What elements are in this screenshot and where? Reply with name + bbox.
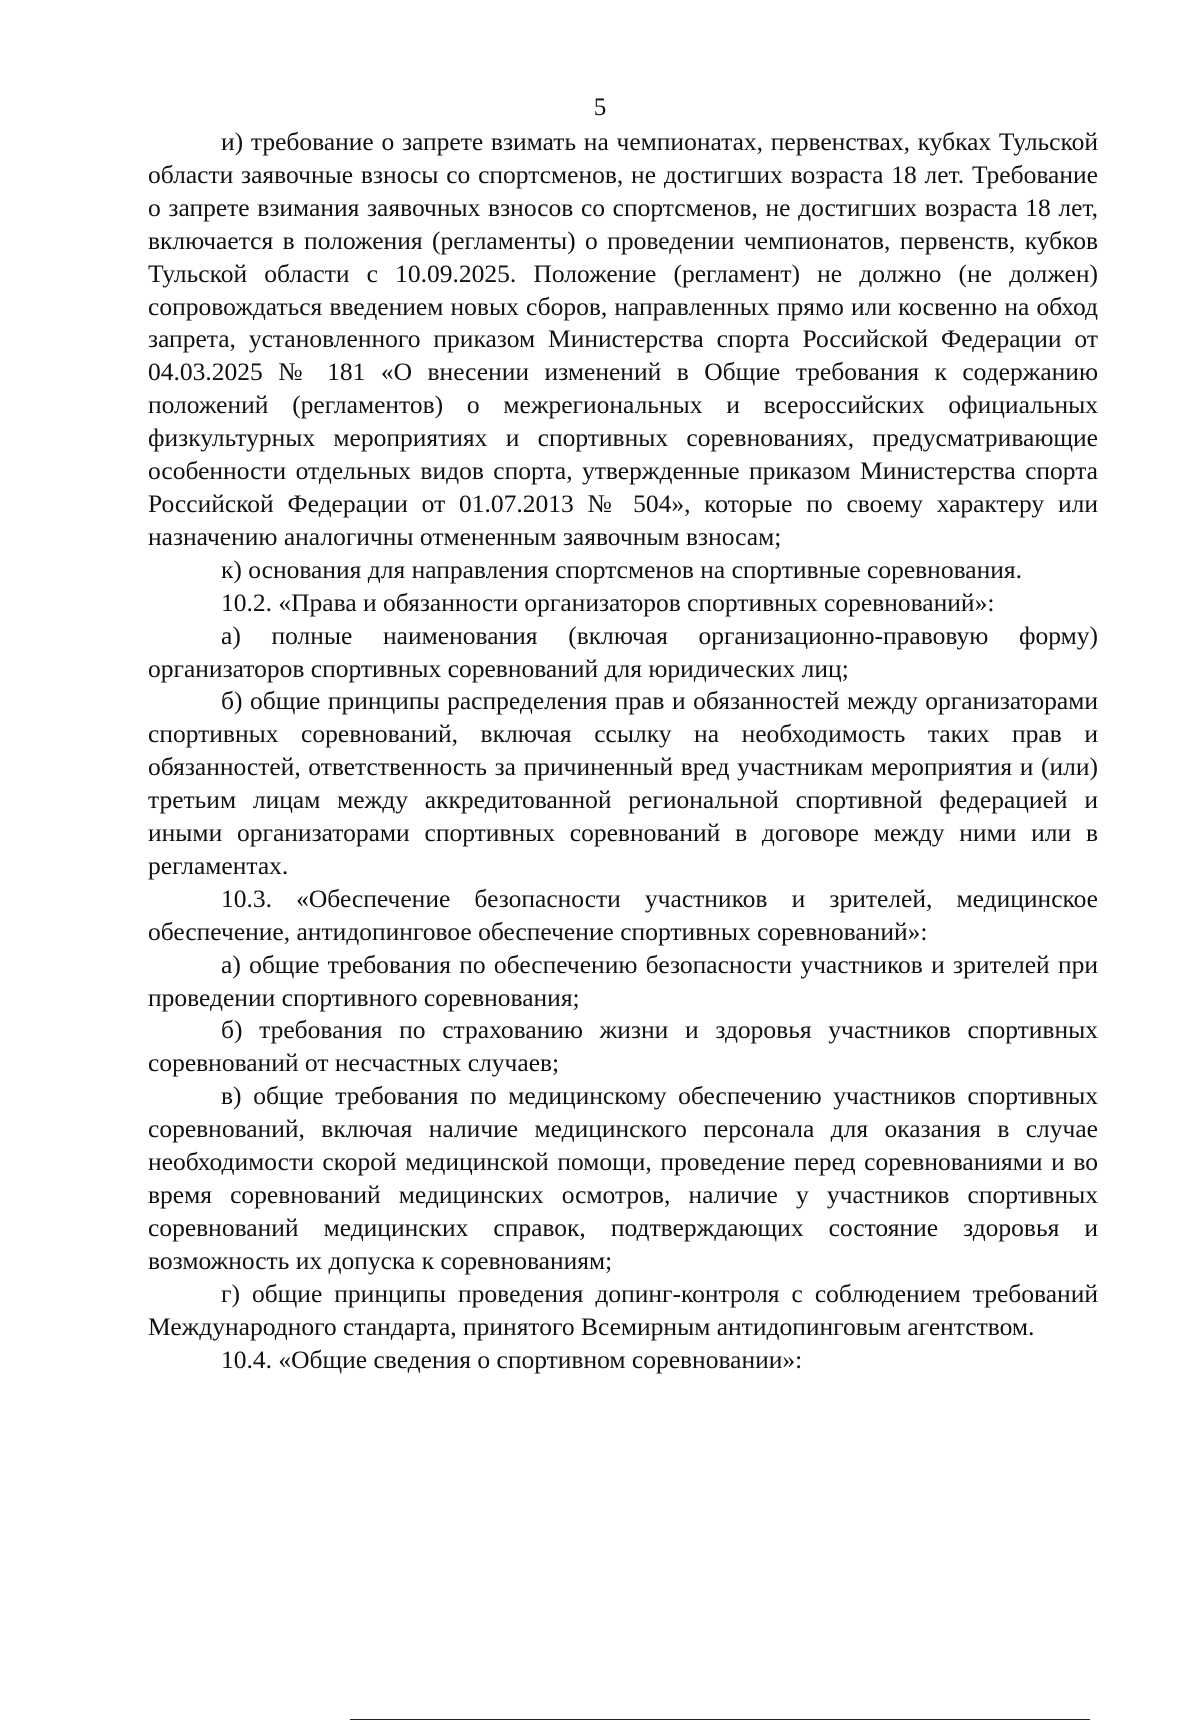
section-heading-10-4: 10.4. «Общие сведения о спортивном соревновании»: — [221, 1344, 803, 1374]
paragraph-10-2-a: а) полные наименования (включая организационно-правовую форму) организаторов спортивных соревнований для юридических лиц; — [148, 620, 1098, 683]
paragraph-10-3-a: а) общие требования по обеспечению безопасности участников и зрителей при проведении спортивного соревнования; — [148, 949, 1098, 1012]
paragraph-item-k: к) основания для направления спортсменов на спортивные соревнования. — [221, 554, 1022, 584]
document-body — [148, 126, 1098, 1376]
paragraph-10-2-b: б) общие принципы распределения прав и обязанностей между организаторами спортивных соревнований, включая ссылку на необходимость таких прав и обязанностей, ответственность за причиненный вред участникам мероприятия и (или) третьим лицам между аккредитованной региональной спортивной федерацией и иными организаторами спортивных соревнований в договоре между ними или в регламентах. — [148, 686, 1098, 880]
section-heading-10-3: 10.3. «Обеспечение безопасности участников и зрителей, медицинское обеспечение, антидопинговое обеспечение спортивных соревнований»: — [148, 883, 1098, 946]
section-heading-10-2: 10.2. «Права и обязанности организаторов спортивных соревнований»: — [221, 587, 995, 617]
paragraph-10-3-v: в) общие требования по медицинскому обеспечению участников спортивных соревнований, включая наличие медицинского персонала для оказания в случае необходимости скорой медицинской помощи, проведение перед соревнованиями и во время соревнований медицинских осмотров, наличие у участников спортивных соревнований медицинских справок, подтверждающих состояние здоровья и возможность их допуска к соревнованиям; — [148, 1081, 1098, 1275]
paragraph-10-3-g: г) общие принципы проведения допинг-контроля с соблюдением требований Международного стандарта, принятого Всемирным антидопинговым агентством. — [148, 1278, 1098, 1341]
page-number: 5 — [593, 94, 607, 121]
paragraph-item-i: и) требование о запрете взимать на чемпионатах, первенствах, кубках Тульской области заявочные взносы со спортсменов, не достигших возраста 18 лет. Требование о запрете взимания заявочных взносов со спортсменов, не достигших возраста 18 лет, включается в положения (регламенты) о проведении чемпионатов, первенств, кубков Тульской области с 10.09.2025. Положение (регламент) не должно (не должен) сопровождаться введением новых сборов, направленных прямо или косвенно на обход запрета, установленного приказом Министерства спорта Российской Федерации от 04.03.2025 № 181 «О внесении изменений в Общие требования к содержанию положений (регламентов) о межрегиональных и всероссийских официальных физкультурных мероприятиях и спортивных соревнованиях, предусматривающие особенности отдельных видов спорта, утвержденные приказом Министерства спорта Российской Федерации от 01.07.2013 № 504», которые по своему характеру или назначению аналогичны отмененным заявочным взносам; — [148, 127, 1098, 551]
paragraph-10-3-b: б) требования по страхованию жизни и здоровья участников спортивных соревнований от несчастных случаев; — [148, 1015, 1098, 1078]
footer-rule — [350, 1719, 1090, 1720]
